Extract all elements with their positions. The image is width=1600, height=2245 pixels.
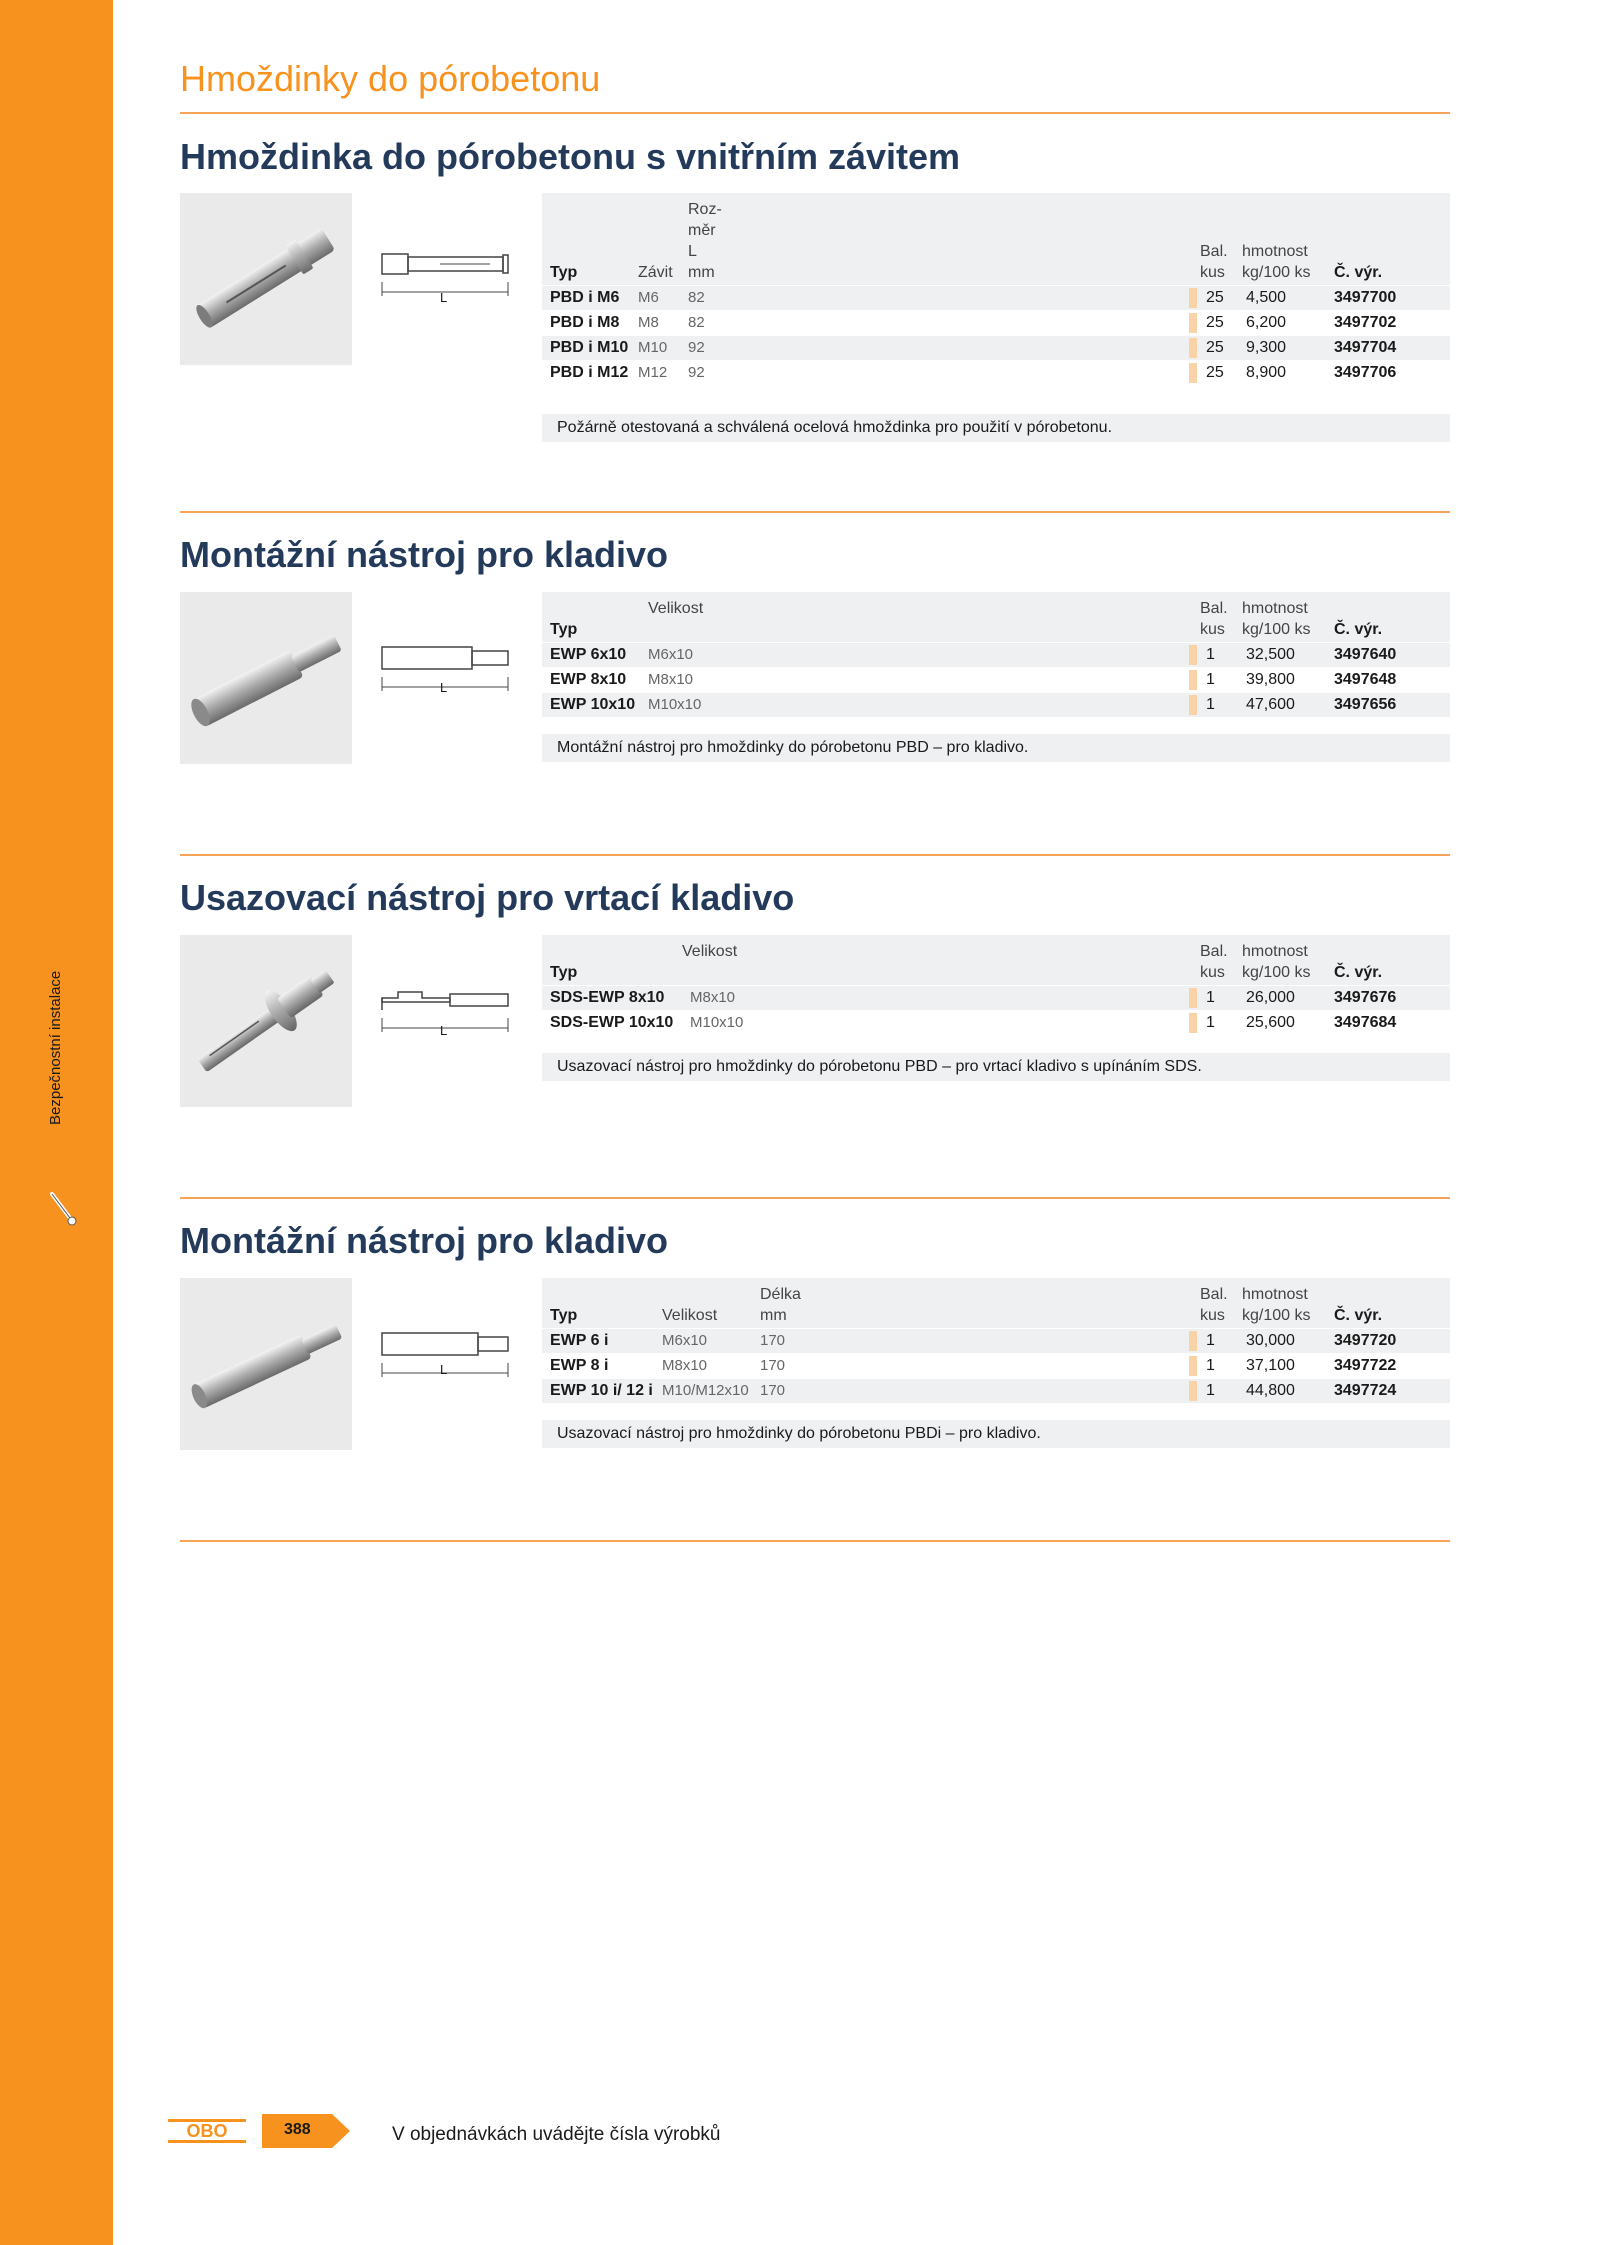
sidebar (0, 0, 113, 2245)
cell-cislo: 3497722 (1334, 1357, 1397, 1374)
cell-cislo: 3497704 (1334, 339, 1397, 356)
cell-hmotnost: 47,600 (1246, 696, 1295, 713)
cell-cislo: 3497706 (1334, 364, 1397, 381)
section-title: Usazovací nástroj pro vrtací kladivo (180, 877, 795, 918)
header-hmotnost: hmotnost kg/100 ks (1242, 1286, 1311, 1324)
cell-bal: 1 (1206, 1332, 1215, 1349)
cell-velikost: M10x10 (690, 1014, 744, 1031)
cell-zavit: M8 (638, 314, 659, 331)
note-text: Usazovací nástroj pro hmoždinky do pórobetonu PBDi – pro kladivo. (557, 1425, 1041, 1442)
cell-rozmer: 82 (688, 289, 705, 306)
header-typ: Typ (550, 1307, 578, 1324)
header-bal: Bal. kus (1200, 943, 1228, 981)
wrench-icon (44, 1188, 84, 1228)
cell-typ: EWP 8x10 (550, 671, 627, 688)
table-header (542, 1278, 1450, 1328)
header-bal: Bal. kus (1200, 243, 1228, 281)
section-title: Montážní nástroj pro kladivo (180, 1220, 669, 1261)
header-velikost: Velikost (662, 1307, 718, 1324)
cell-hmotnost: 32,500 (1246, 646, 1295, 663)
cell-bal: 25 (1206, 339, 1224, 356)
cell-bal: 25 (1206, 289, 1224, 306)
divider (180, 511, 1450, 513)
header-hmotnost: hmotnost kg/100 ks (1242, 600, 1311, 638)
cell-zavit: M10 (638, 339, 668, 356)
header-cislo: Č. výr. (1334, 621, 1383, 638)
cell-hmotnost: 37,100 (1246, 1357, 1295, 1374)
header-cislo: Č. výr. (1334, 264, 1383, 281)
cell-rozmer: 92 (688, 364, 705, 381)
page-footer (0, 2112, 1600, 2172)
cell-bal: 1 (1206, 646, 1215, 663)
cell-delka: 170 (760, 1332, 786, 1349)
cell-typ: EWP 6 i (550, 1332, 609, 1349)
cell-cislo: 3497648 (1334, 671, 1397, 688)
table-row (542, 667, 1450, 692)
table-header (542, 592, 1450, 642)
cell-typ: SDS-EWP 8x10 (550, 989, 665, 1006)
cell-typ: PBD i M8 (550, 314, 620, 331)
table-row (542, 1010, 1450, 1035)
dimension-drawing (380, 246, 510, 326)
product-note (542, 734, 1450, 762)
note-text: Montážní nástroj pro hmoždinky do pórobetonu PBD – pro kladivo. (557, 739, 1029, 756)
cell-typ: EWP 10x10 (550, 696, 636, 713)
cell-typ: PBD i M12 (550, 364, 629, 381)
table-header (542, 193, 1450, 285)
table-row (542, 1353, 1450, 1378)
product-photo (180, 193, 352, 365)
cell-bal: 25 (1206, 314, 1224, 331)
cell-velikost: M10x10 (648, 696, 702, 713)
header-col2: Závit (638, 264, 673, 281)
table-row (542, 360, 1450, 385)
cell-cislo: 3497676 (1334, 989, 1397, 1006)
page-number: 388 (284, 2121, 311, 2138)
cell-bal: 1 (1206, 1357, 1215, 1374)
dimension-drawing (380, 982, 510, 1062)
cell-delka: 170 (760, 1357, 786, 1374)
cell-zavit: M12 (638, 364, 668, 381)
note-text: Usazovací nástroj pro hmoždinky do pórobetonu PBD – pro vrtací kladivo s upínáním SDS. (557, 1058, 1202, 1075)
cell-hmotnost: 25,600 (1246, 1014, 1295, 1031)
header-velikost: Velikost (682, 943, 738, 960)
product-photo (180, 935, 352, 1107)
divider (180, 1540, 1450, 1542)
cell-cislo: 3497656 (1334, 696, 1397, 713)
cell-typ: EWP 8 i (550, 1357, 609, 1374)
cell-typ: SDS-EWP 10x10 (550, 1014, 674, 1031)
header-velikost: Velikost (648, 600, 704, 617)
cell-hmotnost: 39,800 (1246, 671, 1295, 688)
cell-delka: 170 (760, 1382, 786, 1399)
cell-bal: 1 (1206, 989, 1215, 1006)
header-hmotnost: hmotnost kg/100 ks (1242, 943, 1311, 981)
header-delka: Délka mm (760, 1286, 801, 1324)
header-typ: Typ (550, 964, 578, 981)
section-title: Hmoždinka do pórobetonu s vnitřním závitem (180, 136, 961, 177)
product-photo (180, 592, 352, 764)
dimension-drawing (380, 639, 510, 719)
product-table (542, 592, 1450, 717)
dimension-label: L (440, 1023, 448, 1038)
product-table (542, 935, 1450, 1035)
cell-bal: 1 (1206, 1382, 1215, 1399)
sds-tool-photo-icon (180, 935, 352, 1107)
cell-typ: PBD i M10 (550, 339, 629, 356)
header-bal: Bal. kus (1200, 1286, 1228, 1324)
cell-bal: 1 (1206, 1014, 1215, 1031)
cell-cislo: 3497640 (1334, 646, 1397, 663)
cell-velikost: M6x10 (648, 646, 694, 663)
divider (180, 1197, 1450, 1199)
table-header (542, 935, 1450, 985)
table-row (542, 335, 1450, 360)
header-typ: Typ (550, 621, 578, 638)
tool-photo-icon (180, 592, 352, 764)
cell-zavit: M6 (638, 289, 659, 306)
cell-bal: 25 (1206, 364, 1224, 381)
product-note (542, 414, 1450, 442)
cell-hmotnost: 8,900 (1246, 364, 1287, 381)
cell-typ: EWP 10 i/ 12 i (550, 1382, 653, 1399)
divider (180, 854, 1450, 856)
logo-text: OBO (186, 2121, 228, 2141)
cell-hmotnost: 4,500 (1246, 289, 1287, 306)
header-col3: Roz- měr L mm (688, 201, 722, 281)
header-typ: Typ (550, 264, 578, 281)
anchor-photo-icon (180, 193, 352, 365)
product-photo (180, 1278, 352, 1450)
table-row (542, 1328, 1450, 1353)
cell-rozmer: 92 (688, 339, 705, 356)
header-bal: Bal. kus (1200, 600, 1228, 638)
cell-cislo: 3497720 (1334, 1332, 1397, 1349)
cell-hmotnost: 9,300 (1246, 339, 1287, 356)
product-table (542, 193, 1450, 385)
cell-bal: 1 (1206, 671, 1215, 688)
cell-hmotnost: 44,800 (1246, 1382, 1295, 1399)
side-label: Bezpečnostní instalace (47, 970, 64, 1125)
header-hmotnost: hmotnost kg/100 ks (1242, 243, 1311, 281)
cell-typ: PBD i M6 (550, 289, 620, 306)
cell-typ: EWP 6x10 (550, 646, 627, 663)
cell-hmotnost: 26,000 (1246, 989, 1295, 1006)
cell-velikost: M8x10 (690, 989, 736, 1006)
dimension-label: L (440, 1362, 448, 1377)
cell-cislo: 3497700 (1334, 289, 1397, 306)
cell-cislo: 3497724 (1334, 1382, 1397, 1399)
table-row (542, 642, 1450, 667)
note-text: Požárně otestovaná a schválená ocelová hmoždinka pro použití v pórobetonu. (557, 419, 1113, 436)
obo-logo (168, 2117, 246, 2145)
table-row (542, 285, 1450, 310)
cell-cislo: 3497684 (1334, 1014, 1397, 1031)
page-heading: Hmoždinky do pórobetonu (180, 58, 601, 99)
table-row (542, 310, 1450, 335)
tool-photo-icon (180, 1278, 352, 1450)
footer-text: V objednávkách uvádějte čísla výrobků (392, 2124, 721, 2145)
table-row (542, 985, 1450, 1010)
product-note (542, 1053, 1450, 1081)
cell-rozmer: 82 (688, 314, 705, 331)
dimension-label: L (440, 680, 448, 695)
product-table (542, 1278, 1450, 1403)
header-cislo: Č. výr. (1334, 1307, 1383, 1324)
cell-velikost: M10/M12x10 (662, 1382, 749, 1399)
section-title: Montážní nástroj pro kladivo (180, 534, 669, 575)
cell-velikost: M6x10 (662, 1332, 708, 1349)
cell-hmotnost: 30,000 (1246, 1332, 1295, 1349)
table-row (542, 1378, 1450, 1403)
table-row (542, 692, 1450, 717)
cell-velikost: M8x10 (662, 1357, 708, 1374)
product-note (542, 1420, 1450, 1448)
cell-hmotnost: 6,200 (1246, 314, 1287, 331)
dimension-label: L (440, 290, 448, 305)
header-cislo: Č. výr. (1334, 964, 1383, 981)
divider (180, 112, 1450, 114)
cell-cislo: 3497702 (1334, 314, 1397, 331)
cell-bal: 1 (1206, 696, 1215, 713)
cell-velikost: M8x10 (648, 671, 694, 688)
